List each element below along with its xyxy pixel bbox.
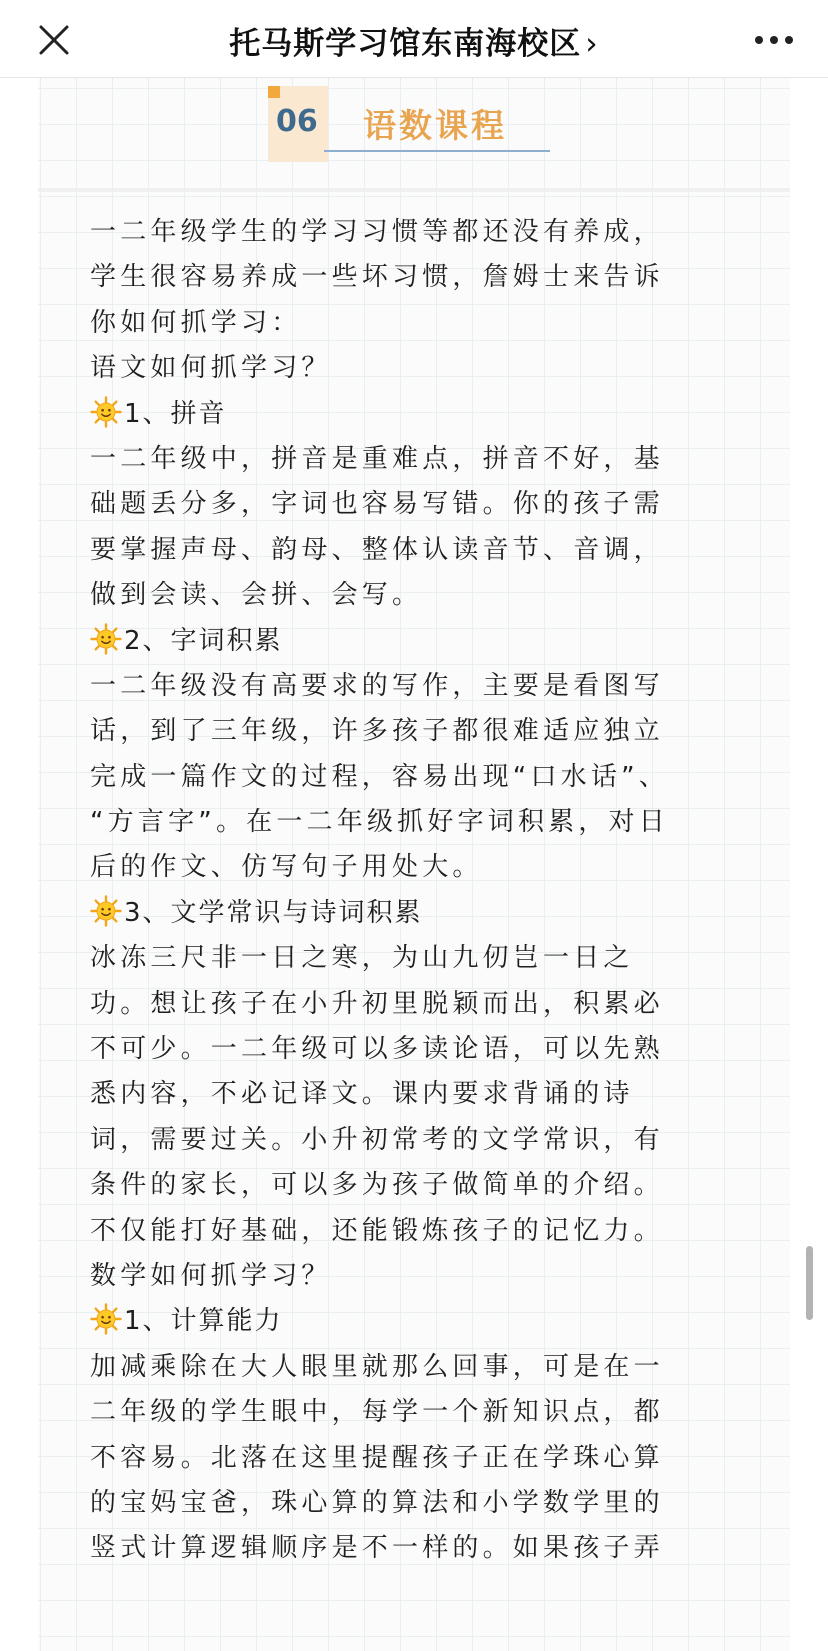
article-line <box>90 346 740 391</box>
article-line <box>90 936 740 981</box>
article-line <box>90 255 740 300</box>
article-line-text: 话，到了三年级，许多孩子都很难适应独立 <box>90 716 664 747</box>
chevron-right-icon: › <box>585 26 599 62</box>
sun-emoji-icon <box>90 1303 122 1335</box>
article-line <box>90 1254 740 1299</box>
article-body <box>90 210 740 1572</box>
article-line <box>90 482 740 527</box>
paper-margin-left <box>0 78 38 1651</box>
article-line <box>90 800 740 845</box>
section-number-accent <box>268 86 280 98</box>
subsection-heading <box>90 891 740 936</box>
article-line-text: 1、计算能力 <box>124 1306 283 1337</box>
article-line <box>90 1118 740 1163</box>
article-line <box>90 301 740 346</box>
sun-emoji-icon <box>90 895 122 927</box>
article-line-text: 语文如何抓学习？ <box>90 353 332 384</box>
article-line <box>90 437 740 482</box>
article-line-text: 冰冻三尺非一日之寒，为山九仞岂一日之 <box>90 943 634 974</box>
subsection-heading <box>90 619 740 664</box>
article-line-text: 做到会读、会拼、会写。 <box>90 580 423 611</box>
article-line <box>90 1345 740 1390</box>
subsection-heading <box>90 1299 740 1344</box>
article-line <box>90 664 740 709</box>
article-line-text: 二年级的学生眼中，每学一个新知识点，都 <box>90 1397 664 1428</box>
section-title: 语数课程 <box>363 106 507 145</box>
article-line-text: 不仅能打好基础，还能锻炼孩子的记忆力。 <box>90 1215 664 1246</box>
article-line <box>90 709 740 754</box>
article-line <box>90 1390 740 1435</box>
article-line-text: 完成一篇作文的过程，容易出现“口水话”、 <box>90 761 669 792</box>
article-line-text: 2、字词积累 <box>124 625 283 656</box>
article-line-text: 功。想让孩子在小升初里脱颖而出，积累必 <box>90 988 664 1019</box>
article-line <box>90 982 740 1027</box>
article-line <box>90 1163 740 1208</box>
article-line <box>90 1526 740 1571</box>
article-line-text: 要掌握声母、韵母、整体认读音节、音调， <box>90 534 664 565</box>
sun-emoji-icon <box>90 623 122 655</box>
scrollbar[interactable] <box>806 1246 813 1320</box>
article-line-text: 1、拼音 <box>124 398 227 429</box>
article-line <box>90 1209 740 1254</box>
article-line-text: 础题丢分多，字词也容易写错。你的孩子需 <box>90 489 664 520</box>
sun-emoji-icon <box>90 396 122 428</box>
article-line-text: 竖式计算逻辑顺序是不一样的。如果孩子弄 <box>90 1533 664 1564</box>
article-line <box>90 528 740 573</box>
article-line <box>90 1027 740 1072</box>
article-line-text: 数学如何抓学习？ <box>90 1260 332 1291</box>
article-line-text: 学生很容易养成一些坏习惯，詹姆士来告诉 <box>90 262 664 293</box>
article-line-text: 不容易。北落在这里提醒孩子正在学珠心算 <box>90 1442 664 1473</box>
more-icon[interactable] <box>752 25 796 55</box>
article-line-text: 加减乘除在大人眼里就那么回事，可是在一 <box>90 1351 664 1382</box>
article-line-text: 一二年级中，拼音是重难点，拼音不好，基 <box>90 443 664 474</box>
article-line-text: 3、文学常识与诗词积累 <box>124 897 423 928</box>
top-navigation-bar <box>0 0 828 78</box>
article-line-text: “方言字”。在一二年级抓好字词积累，对日 <box>90 807 669 838</box>
article-line-text: 词，需要过关。小升初常考的文学常识，有 <box>90 1124 664 1155</box>
subsection-heading <box>90 392 740 437</box>
account-title-text[interactable]: 托马斯学习馆东南海校区 <box>229 26 582 62</box>
article-line-text: 的宝妈宝爸，珠心算的算法和小学数学里的 <box>90 1487 664 1518</box>
article-line-text: 条件的家长，可以多为孩子做简单的介绍。 <box>90 1170 664 1201</box>
article-line <box>90 845 740 890</box>
article-line-text: 后的作文、仿写句子用处大。 <box>90 852 483 883</box>
article-line <box>90 573 740 618</box>
section-underline <box>324 150 550 152</box>
article-line-text: 不可少。一二年级可以多读论语，可以先熟 <box>90 1034 664 1065</box>
article-line <box>90 1481 740 1526</box>
article-line-text: 一二年级学生的学习习惯等都还没有养成， <box>90 217 664 247</box>
article-line-text: 悉内容，不必记译文。课内要求背诵的诗 <box>90 1079 634 1110</box>
article-line <box>90 1072 740 1117</box>
article-line <box>90 755 740 800</box>
account-title[interactable] <box>0 18 828 63</box>
paper-margin-right <box>790 78 828 1651</box>
article-line <box>90 210 740 255</box>
section-header <box>268 86 568 164</box>
article-line <box>90 1436 740 1481</box>
header-divider <box>38 188 790 192</box>
section-number: 06 <box>276 104 318 139</box>
article-line-text: 一二年级没有高要求的写作，主要是看图写 <box>90 670 664 701</box>
article-line-text: 你如何抓学习： <box>90 307 302 338</box>
